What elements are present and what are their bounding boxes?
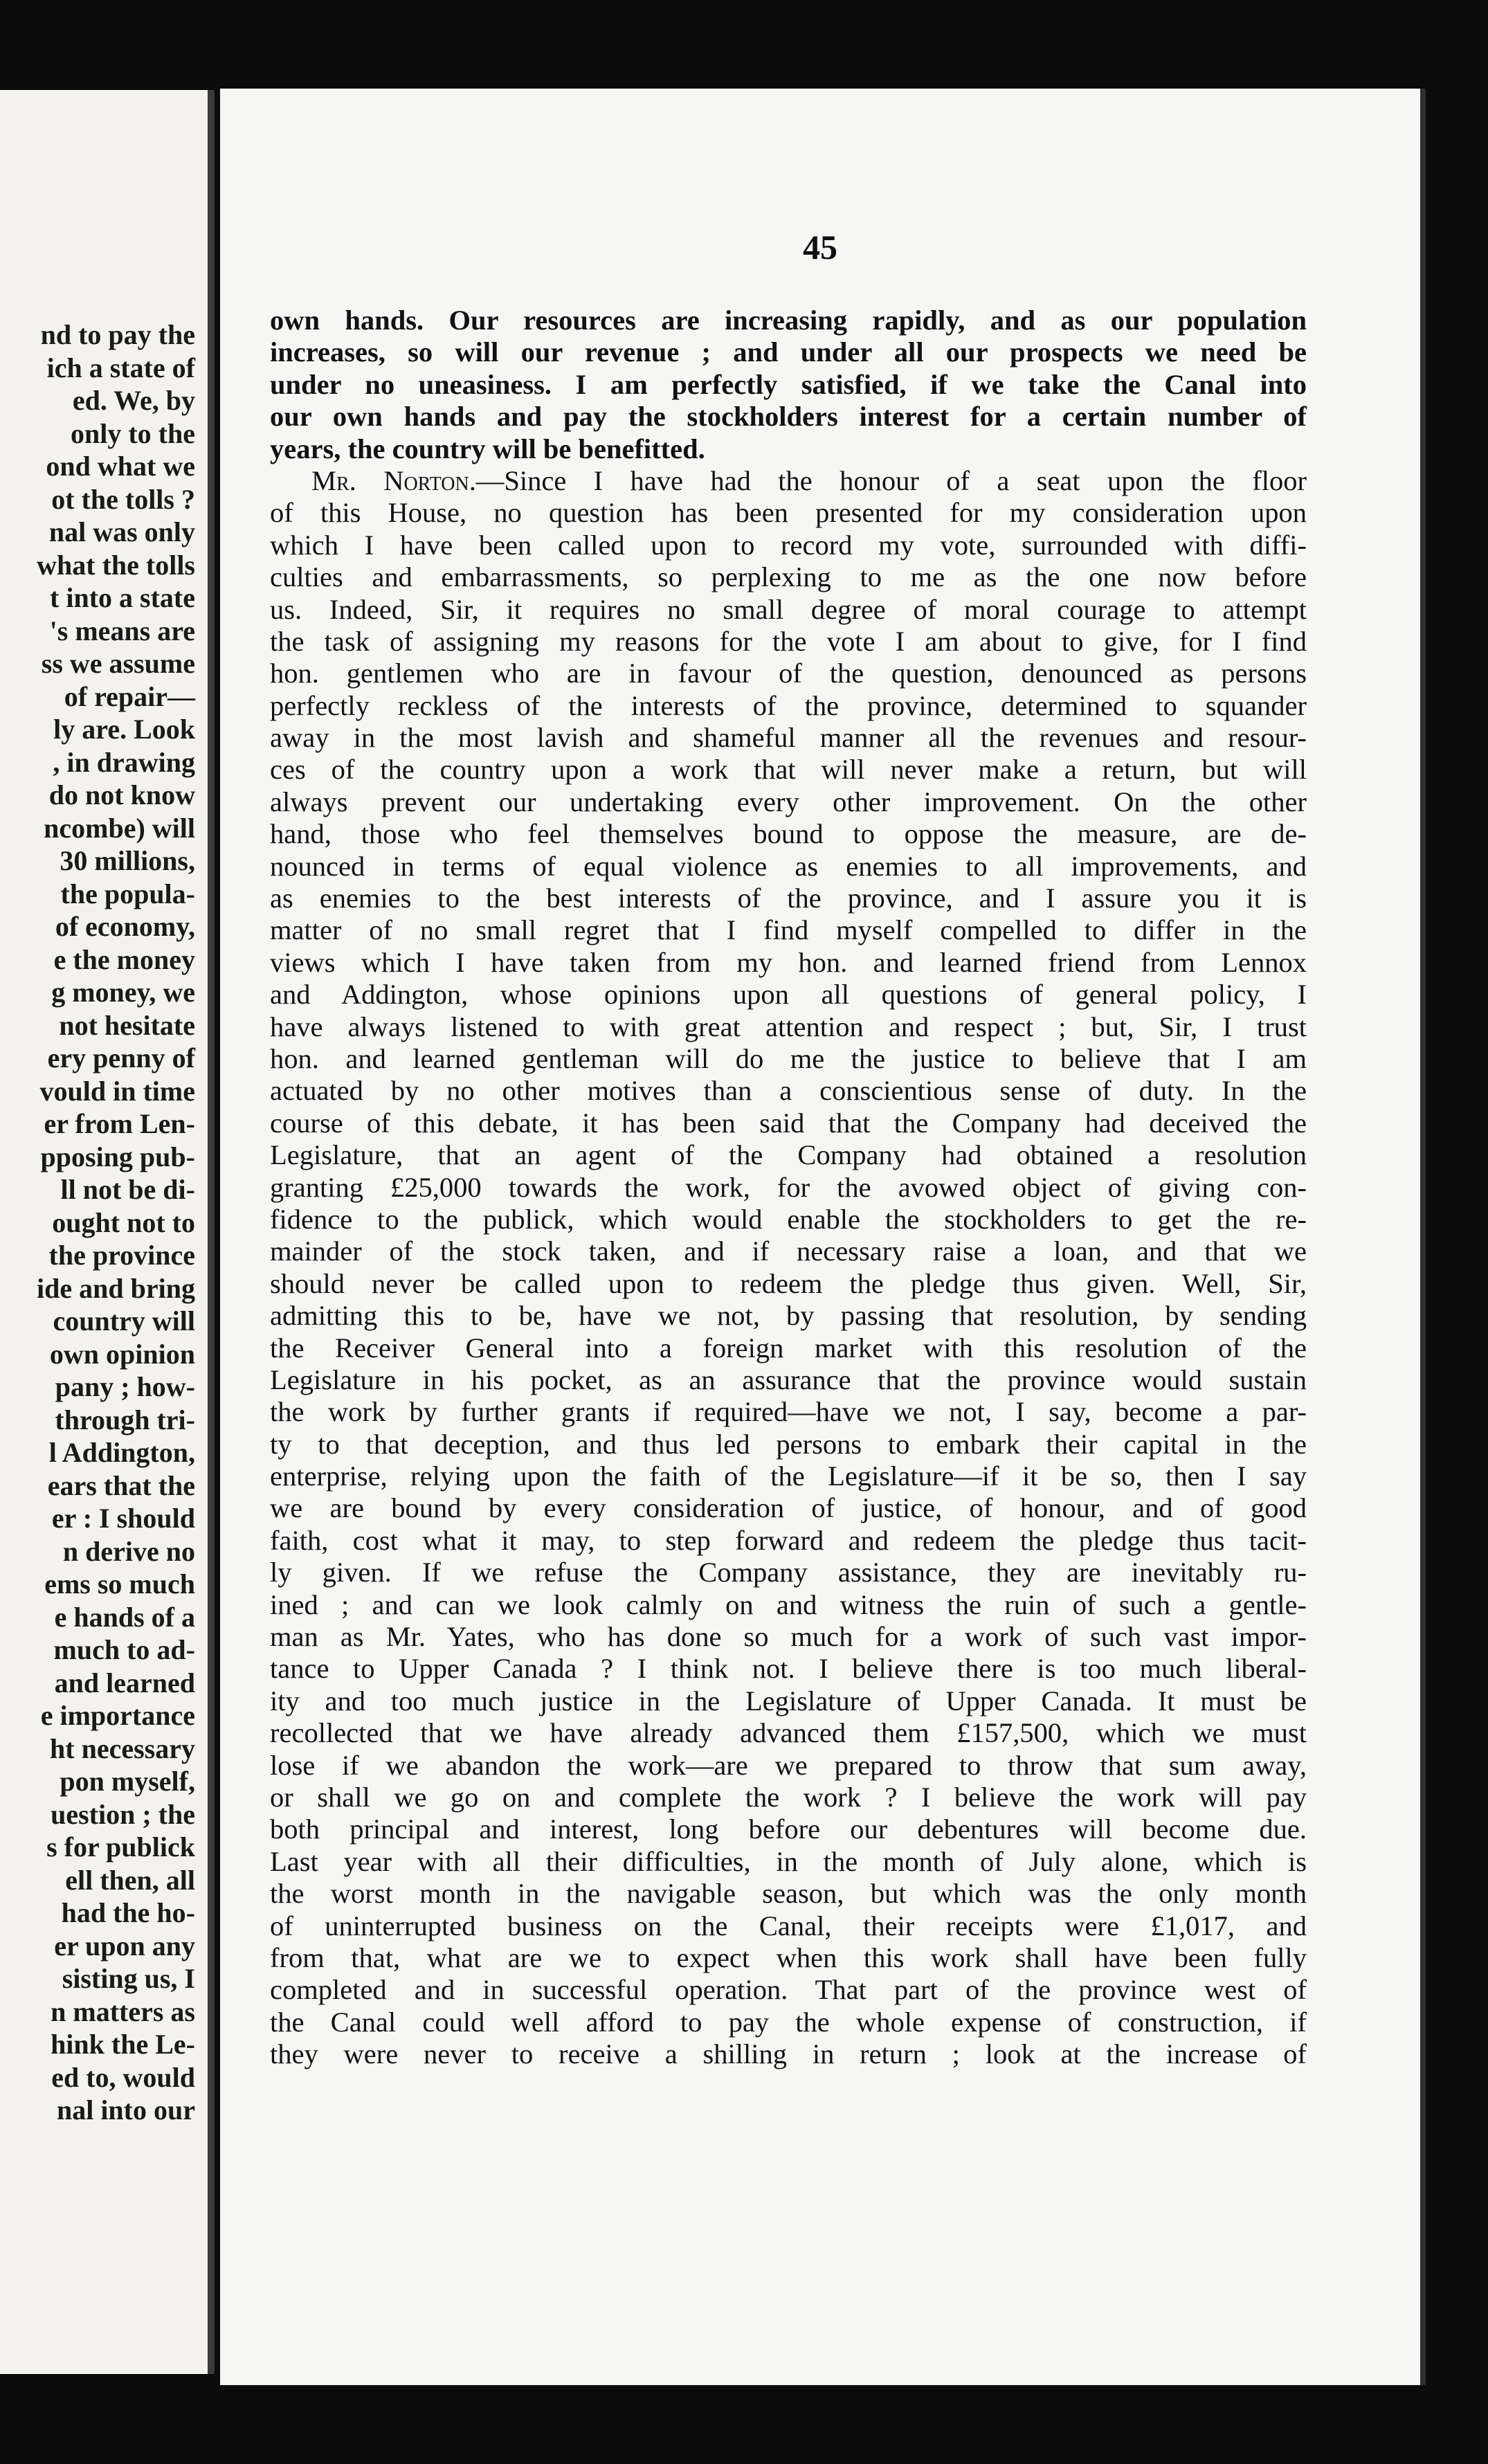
facing-page-text bbox=[37, 318, 195, 2127]
facing-page-line: ot the tolls ? bbox=[51, 483, 195, 515]
facing-page-line: nal was only bbox=[48, 516, 195, 547]
text-line: and Addington, whose opinions upon all questions of general policy, I bbox=[270, 979, 1307, 1011]
facing-page-line: own opinion bbox=[49, 1338, 195, 1370]
facing-page-line: ery penny of bbox=[47, 1042, 195, 1074]
text-line: Legislature, that an agent of the Company had obtained a resolution bbox=[270, 1139, 1307, 1171]
text-line: have always listened to with great attention and respect ; but, Sir, I trust bbox=[270, 1011, 1307, 1042]
facing-page-line: ll not be di- bbox=[60, 1174, 195, 1205]
facing-page-line: pany ; how- bbox=[55, 1371, 195, 1402]
facing-page-line: do not know bbox=[48, 779, 195, 810]
text-line: ty to that deception, and thus led persons to embark their capital in the bbox=[270, 1428, 1307, 1460]
facing-page-line: vould in time bbox=[39, 1075, 195, 1107]
text-line: as enemies to the best interests of the province, and I assure you it is bbox=[270, 882, 1307, 914]
facing-page-line: ide and bring bbox=[37, 1272, 195, 1304]
text-line: ined ; and can we look calmly on and witness the ruin of such a gentle- bbox=[270, 1588, 1307, 1620]
text-line: hand, those who feel themselves bound to oppose the measure, are de- bbox=[270, 818, 1307, 850]
text-line: the work by further grants if required—have we not, I say, become a par- bbox=[270, 1396, 1307, 1428]
text-line: actuated by no other motives than a conscientious sense of duty. In the bbox=[270, 1075, 1307, 1107]
text-line: perfectly reckless of the interests of the province, determined to squander bbox=[270, 689, 1307, 721]
facing-page-line: ought not to bbox=[52, 1206, 195, 1238]
page-number: 45 bbox=[803, 228, 837, 266]
facing-page-line: ems so much bbox=[44, 1568, 195, 1600]
facing-page-line: ed. We, by bbox=[72, 385, 195, 416]
facing-page-line: only to the bbox=[71, 417, 195, 449]
text-line: hon. and learned gentleman will do me the justice to believe that I am bbox=[270, 1042, 1307, 1074]
text-line: which I have been called upon to record my vote, surrounded with diffi- bbox=[270, 529, 1307, 561]
text-line: ces of the country upon a work that will never make a return, but will bbox=[270, 754, 1307, 786]
facing-page-line: uestion ; the bbox=[51, 1798, 195, 1830]
text-line: our own hands and pay the stockholders interest for a certain number of bbox=[270, 401, 1307, 433]
text-line: both principal and interest, long before our debentures will become due. bbox=[270, 1813, 1307, 1845]
facing-page-line: ell then, all bbox=[65, 1864, 195, 1896]
text-line: culties and embarrassments, so perplexing to me as the one now before bbox=[270, 561, 1307, 593]
facing-page-line: er upon any bbox=[54, 1930, 195, 1962]
text-line: away in the most lavish and shameful manner all the revenues and resour- bbox=[270, 722, 1307, 754]
facing-page-line: the province bbox=[48, 1240, 195, 1271]
text-line: Last year with all their difficulties, in the month of July alone, which is bbox=[270, 1845, 1307, 1877]
facing-page-line: , in drawing bbox=[53, 746, 195, 778]
text-line: we are bound by every consideration of justice, of honour, and of good bbox=[270, 1492, 1307, 1524]
text-line: of this House, no question has been presented for my consideration upon bbox=[270, 497, 1307, 529]
facing-page-line: ss we assume bbox=[41, 648, 195, 679]
facing-page-line: g money, we bbox=[51, 977, 195, 1008]
facing-page-line: much to ad- bbox=[53, 1634, 195, 1665]
text-line: of uninterrupted business on the Canal, their receipts were £1,017, and bbox=[270, 1910, 1307, 1941]
text-line: ity and too much justice in the Legislature of Upper Canada. It must be bbox=[270, 1685, 1307, 1716]
text-line: increases, so will our revenue ; and under all our prospects we need be bbox=[270, 336, 1307, 368]
speaker-name: Mr. Norton. bbox=[311, 464, 476, 496]
text-line: hon. gentlemen who are in favour of the question, denounced as persons bbox=[270, 658, 1307, 689]
facing-page-line: ht necessary bbox=[50, 1732, 195, 1764]
text-line: years, the country will be benefitted. bbox=[270, 433, 705, 464]
facing-page-line: not hesitate bbox=[59, 1009, 195, 1041]
facing-page-line: er from Len- bbox=[44, 1108, 195, 1139]
facing-page-line: n matters as bbox=[51, 1995, 195, 2027]
body-text bbox=[270, 305, 1307, 2070]
text-line: always prevent our undertaking every other improvement. On the other bbox=[270, 786, 1307, 817]
main-page bbox=[220, 89, 1426, 2385]
text-line: course of this debate, it has been said that the Company had deceived the bbox=[270, 1107, 1307, 1139]
text-line: own hands. Our resources are increasing rapidly, and as our population bbox=[270, 305, 1307, 336]
text-line bbox=[270, 465, 1307, 497]
facing-page-line: nd to pay the bbox=[40, 319, 195, 350]
facing-page-left bbox=[0, 90, 215, 2374]
text-line: admitting this to be, have we not, by passing that resolution, by sending bbox=[270, 1300, 1307, 1332]
text-line: Legislature in his pocket, as an assurance that the province would sustain bbox=[270, 1364, 1307, 1395]
text-line: from that, what are we to expect when this work shall have been fully bbox=[270, 1941, 1307, 1973]
facing-page-line: ed to, would bbox=[51, 2061, 195, 2093]
text-line: the task of assigning my reasons for the vote I am about to give, for I find bbox=[270, 625, 1307, 657]
facing-page-line: of economy, bbox=[55, 911, 195, 942]
facing-page-line: nal into our bbox=[56, 2094, 195, 2126]
facing-page-line: had the ho- bbox=[61, 1897, 195, 1928]
facing-page-line: ich a state of bbox=[46, 352, 195, 383]
facing-page-line: ncombe) will bbox=[44, 812, 195, 844]
text-line: recollected that we have already advanced them £157,500, which we must bbox=[270, 1717, 1307, 1749]
facing-page-line: 30 millions, bbox=[60, 845, 195, 876]
text-line: views which I have taken from my hon. and learned friend from Lennox bbox=[270, 946, 1307, 978]
text-line: the Receiver General into a foreign market with this resolution of the bbox=[270, 1332, 1307, 1364]
facing-page-line: l Addington, bbox=[48, 1437, 195, 1468]
facing-page-line: ond what we bbox=[46, 451, 195, 482]
facing-page-line: sisting us, I bbox=[62, 1963, 195, 1994]
speech-text: —Since I have had the honour of a seat upon the floor bbox=[475, 464, 1307, 496]
facing-page-line: of repair— bbox=[64, 680, 195, 712]
facing-page-line: e importance bbox=[40, 1700, 195, 1731]
text-line: they were never to receive a shilling in return ; look at the increase of bbox=[270, 2038, 1307, 2070]
facing-page-line: er : I should bbox=[51, 1503, 195, 1534]
text-line: ly given. If we refuse the Company assistance, they are inevitably ru- bbox=[270, 1557, 1307, 1588]
text-line: nounced in terms of equal violence as enemies to all improvements, and bbox=[270, 850, 1307, 882]
facing-page-line: e hands of a bbox=[54, 1601, 195, 1633]
text-line: should never be called upon to redeem the pledge thus given. Well, Sir, bbox=[270, 1267, 1307, 1299]
facing-page-line: s for publick bbox=[46, 1831, 195, 1863]
text-line: man as Mr. Yates, who has done so much for a work of such vast impor- bbox=[270, 1621, 1307, 1653]
facing-page-line: t into a state bbox=[50, 582, 195, 613]
text-line: matter of no small regret that I find myself compelled to differ in the bbox=[270, 914, 1307, 946]
text-line: or shall we go on and complete the work ? I believe the work will pay bbox=[270, 1781, 1307, 1813]
facing-page-line: pon myself, bbox=[60, 1766, 195, 1797]
facing-page-line: pposing pub- bbox=[40, 1141, 195, 1172]
text-line: lose if we abandon the work—are we prepared to throw that sum away, bbox=[270, 1749, 1307, 1781]
text-line: tance to Upper Canada ? I think not. I believe there is too much liberal- bbox=[270, 1653, 1307, 1685]
text-line: the worst month in the navigable season, but which was the only month bbox=[270, 1878, 1307, 1910]
text-line: completed and in successful operation. That part of the province west of bbox=[270, 1974, 1307, 2006]
facing-page-line: and learned bbox=[54, 1667, 195, 1698]
facing-page-line: 's means are bbox=[49, 615, 195, 646]
text-line: the Canal could well afford to pay the whole expense of construction, if bbox=[270, 2006, 1307, 2038]
text-line: enterprise, relying upon the faith of the Legislature—if it be so, then I say bbox=[270, 1460, 1307, 1492]
facing-page-line: ly are. Look bbox=[53, 714, 195, 745]
text-line: under no uneasiness. I am perfectly satisfied, if we take the Canal into bbox=[270, 368, 1307, 400]
facing-page-line: n derive no bbox=[62, 1535, 195, 1567]
text-line: granting £25,000 towards the work, for the avowed object of giving con- bbox=[270, 1171, 1307, 1203]
text-line: us. Indeed, Sir, it requires no small degree of moral courage to attempt bbox=[270, 593, 1307, 625]
text-line: fidence to the publick, which would enable the stockholders to get the re- bbox=[270, 1203, 1307, 1235]
facing-page-line: through tri- bbox=[55, 1404, 195, 1435]
facing-page-line: e the money bbox=[53, 943, 195, 975]
facing-page-line: hink the Le- bbox=[51, 2029, 195, 2060]
facing-page-line: country will bbox=[53, 1305, 195, 1337]
facing-page-line: what the tolls bbox=[37, 549, 195, 581]
facing-page-line: ears that the bbox=[47, 1469, 195, 1501]
text-line: mainder of the stock taken, and if necessary raise a loan, and that we bbox=[270, 1235, 1307, 1267]
text-line: faith, cost what it may, to step forward and redeem the pledge thus tacit- bbox=[270, 1524, 1307, 1556]
facing-page-line: the popula- bbox=[60, 878, 195, 909]
